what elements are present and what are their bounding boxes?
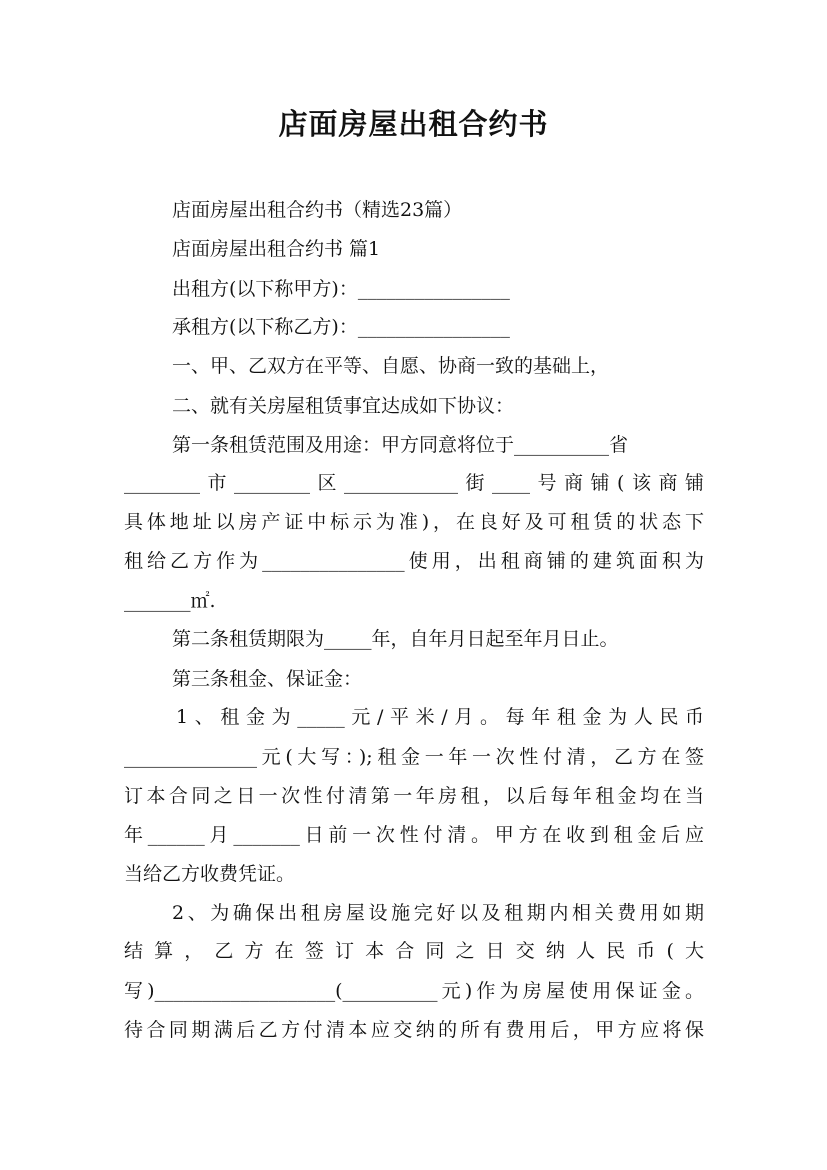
paragraph-line: 具体地址以房产证中标示为准)，在良好及可租赁的状态下 <box>124 511 704 533</box>
paragraph-line: 1、租金为_____元/平米/月。每年租金为人民币 <box>176 706 704 728</box>
paragraph-line: 第二条租赁期限为_____年，自年月日起至年月日止。 <box>172 628 619 650</box>
paragraph-line: 第三条租金、保证金： <box>172 668 363 690</box>
document-title: 店面房屋出租合约书 <box>278 107 549 141</box>
paragraph-line: 写)___________________(__________元)作为房屋使用保证金。 <box>124 980 704 1002</box>
paragraph-line: 订本合同之日一次性付清第一年房租，以后每年租金均在当 <box>124 785 704 807</box>
paragraph-line: ________市________区____________街____号商铺(该商铺 <box>124 472 704 494</box>
paragraph-line: 当给乙方收费凭证。 <box>124 863 296 885</box>
section-heading: 店面房屋出租合约书 篇1 <box>172 238 381 260</box>
paragraph-line: _______㎡. <box>124 590 216 612</box>
paragraph-line: 第一条租赁范围及用途：甲方同意将位于__________省 <box>172 434 629 456</box>
paragraph-line: 二、就有关房屋租赁事宜达成如下协议： <box>172 395 515 417</box>
paragraph-line: 2、为确保出租房屋设施完好以及租期内相关费用如期 <box>172 902 704 924</box>
document-subtitle: 店面房屋出租合约书（精选23篇） <box>172 199 463 221</box>
paragraph-line: 年______月_______日前一次性付清。甲方在收到租金后应 <box>124 824 704 846</box>
paragraph-line: 一、甲、乙双方在平等、自愿、协商一致的基础上， <box>172 355 610 377</box>
paragraph-line: 租给乙方作为_______________使用，出租商铺的建筑面积为 <box>124 550 704 572</box>
paragraph-line: 待合同期满后乙方付清本应交纳的所有费用后，甲方应将保 <box>124 1019 704 1041</box>
paragraph-line: 结算，乙方在签订本合同之日交纳人民币(大 <box>124 940 704 962</box>
paragraph-line: ______________元(大写：);租金一年一次性付清，乙方在签 <box>124 746 704 768</box>
lessee-line: 承租方(以下称乙方)：________________ <box>172 316 510 338</box>
lessor-line: 出租方(以下称甲方)：________________ <box>172 278 510 300</box>
